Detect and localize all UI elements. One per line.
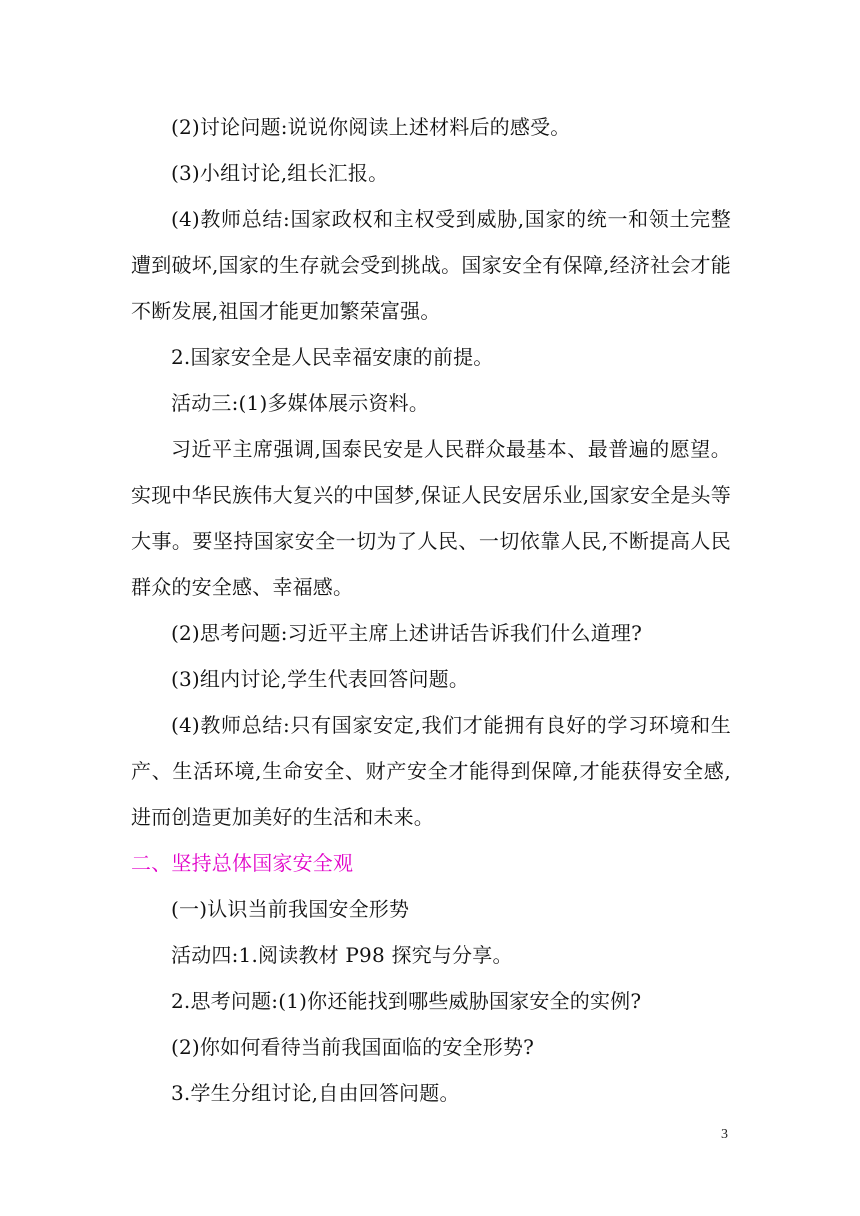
paragraph: 习近平主席强调,国泰民安是人民群众最基本、最普遍的愿望。实现中华民族伟大复兴的中国梦,保证人民安居乐业,国家安全是头等大事。要坚持国家安全一切为了人民、一切依靠人民,不断提高人民群众的安全感、幸福感。: [131, 437, 731, 599]
paragraph: 活动三:(1)多媒体展示资料。: [171, 391, 430, 415]
page-number: 3: [721, 1127, 728, 1142]
paragraph: 活动四:1.阅读教材 P98 探究与分享。: [171, 943, 513, 967]
paragraph: 3.学生分组讨论,自由回答问题。: [171, 1081, 460, 1105]
paragraph: 2.国家安全是人民幸福安康的前提。: [171, 345, 494, 369]
paragraph: (2)思考问题:习近平主席上述讲话告诉我们什么道理?: [171, 621, 642, 645]
document-body: [131, 104, 731, 1116]
paragraph: (3)组内讨论,学生代表回答问题。: [171, 667, 470, 691]
paragraph: (4)教师总结:国家政权和主权受到威胁,国家的统一和领土完整遭到破坏,国家的生存就会受到挑战。国家安全有保障,经济社会才能不断发展,祖国才能更加繁荣富强。: [131, 207, 731, 323]
paragraph: (4)教师总结:只有国家安定,我们才能拥有良好的学习环境和生产、生活环境,生命安全、财产安全才能得到保障,才能获得安全感,进而创造更加美好的生活和未来。: [131, 713, 731, 829]
paragraph: 2.思考问题:(1)你还能找到哪些威胁国家安全的实例?: [171, 989, 642, 1013]
paragraph: (3)小组讨论,组长汇报。: [171, 161, 389, 185]
section-heading: 二、坚持总体国家安全观: [131, 851, 354, 875]
paragraph: (一)认识当前我国安全形势: [171, 897, 410, 921]
paragraph: (2)你如何看待当前我国面临的安全形势?: [171, 1035, 535, 1059]
paragraph: (2)讨论问题:说说你阅读上述材料后的感受。: [171, 115, 571, 139]
